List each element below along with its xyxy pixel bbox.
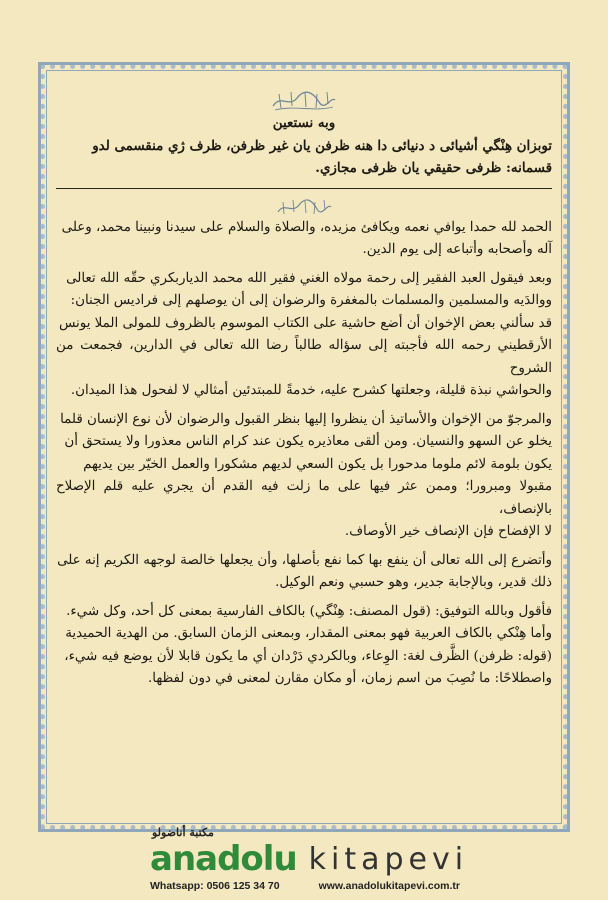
paragraph-tadarru (56, 550, 552, 595)
text-line: لا الإفضاح فإن الإنصاف خير الأوصاف. (344, 524, 552, 539)
text-line: والحواشي نبذة قليلة، وجعلتها كشرح عليه، خدمةً للمبتدئين أمثالي لا لفحول هذا الميدان. (70, 383, 552, 398)
text-line: وأما هِنْكي بالكاف العربية فهو بمعنى المقدار، وبمعنى الزمان السابق. من الهدية الحميدية (65, 626, 552, 641)
text-line: يكون بلومة لائم ملوما مدحورا بل يكون السعي لديهم مشكورا والعمل الخيّر بين يديهم (83, 456, 552, 472)
text-line: ووالدَيه والمسلمين والمسلمات بالمغفرة والرضوان إلى أن يوصلهم إلى فراديس الجنان: (70, 293, 552, 308)
whatsapp-number: Whatsapp: 0506 125 34 70 (150, 880, 280, 892)
website-url: www.anadolukitapevi.com.tr (318, 880, 460, 892)
text-line: وبعد فيقول العبد الفقير إلى رحمة مولاه الغني فقير الله محمد الدياربكري حقّه الله تعالى (66, 270, 552, 286)
title-line-1: توبزان هِنْگي أشيائى د دنيائى دا هنه ظرفن يان غير ظرفن، ظرف ژي منقسمى لدو (92, 137, 552, 154)
brand-logo (150, 838, 469, 879)
text-line: يخلو عن السهو والنسيان. ومن ألقى معاذيره يكون عند كرام الناس معذورا ولا يستحق أن (64, 434, 552, 449)
paragraph-aqulu (56, 601, 552, 691)
publisher-watermark (150, 826, 469, 896)
brand-kitapevi: kitapevi (308, 842, 469, 877)
text-line: آله وأصحابه وأتباعه إلى يوم الدين. (362, 242, 552, 257)
paragraph-hamd (56, 217, 552, 262)
text-line: قد سألني بعض الإخوان أن أضع حاشية على الكتاب الموسوم بالظروف للمولى الملا يونس (58, 315, 552, 331)
basmala-calligraphy-2 (56, 197, 552, 217)
text-line: فأقول وبالله التوفيق: (قول المصنف: هِنْگي) بالكاف الفارسية بمعنى كل أحد، وكل شيء. (66, 603, 552, 619)
text-line: الأرقطيني رحمه الله فأجبته إلى سؤاله طالباً رضا الله تعالى في الدارين، فجمعت من الشروح (56, 338, 552, 376)
text-line: والمرجوّ من الإخوان والأساتيذ أن ينظروا إليها بنظر القبول والرضوان لأن نوع الإنسان قلما (60, 411, 552, 427)
title-line-2: قسمانه: ظرفى حقيقي يان ظرفى مجازي. (315, 160, 552, 176)
text-line: مقبولا ومبرورا؛ وممن عثر فيها على ما زلت فيه القدم أن يجري عليه قلم الإصلاح بالإنصاف، (56, 479, 552, 517)
text-line: (قوله: ظرفن) الظَّرف لغة: الوِعاء، وبالكردي دَرْدان أي ما يكون قابلا لأن يوضع فيه شيء، (64, 648, 552, 664)
wa-bihi-nastain: وبه نستعين (272, 115, 336, 131)
text-line: واصطلاحًا: ما نُصِبَ من اسم زمان، أو مكان مقارن لمعنى في دون لفظها. (148, 671, 552, 686)
brand-anadolu: anadolu (150, 839, 297, 879)
brand-arabic: مكتبة أناضولو (152, 826, 214, 839)
contact-row (150, 880, 460, 892)
text-line: ذلك قدير، وبالإجابة جدير، وهو حسبي ونعم الوكيل. (275, 575, 552, 590)
divider-rule (56, 188, 552, 189)
basmala-calligraphy (56, 88, 552, 112)
paragraph-wa-bad (56, 268, 552, 403)
page-content (56, 88, 552, 697)
text-line: وأتضرع إلى الله تعالى أن ينفع بها كما نفع بأصلها، وأن يجعلها خالصة لوجهه الكريم إنه على (57, 552, 552, 568)
text-line: الحمد لله حمدا يوافي نعمه ويكافئ مزيده، والصلاة والسلام على سيدنا ونبينا محمد، وعلى (61, 219, 552, 235)
paragraph-marju (56, 409, 552, 544)
